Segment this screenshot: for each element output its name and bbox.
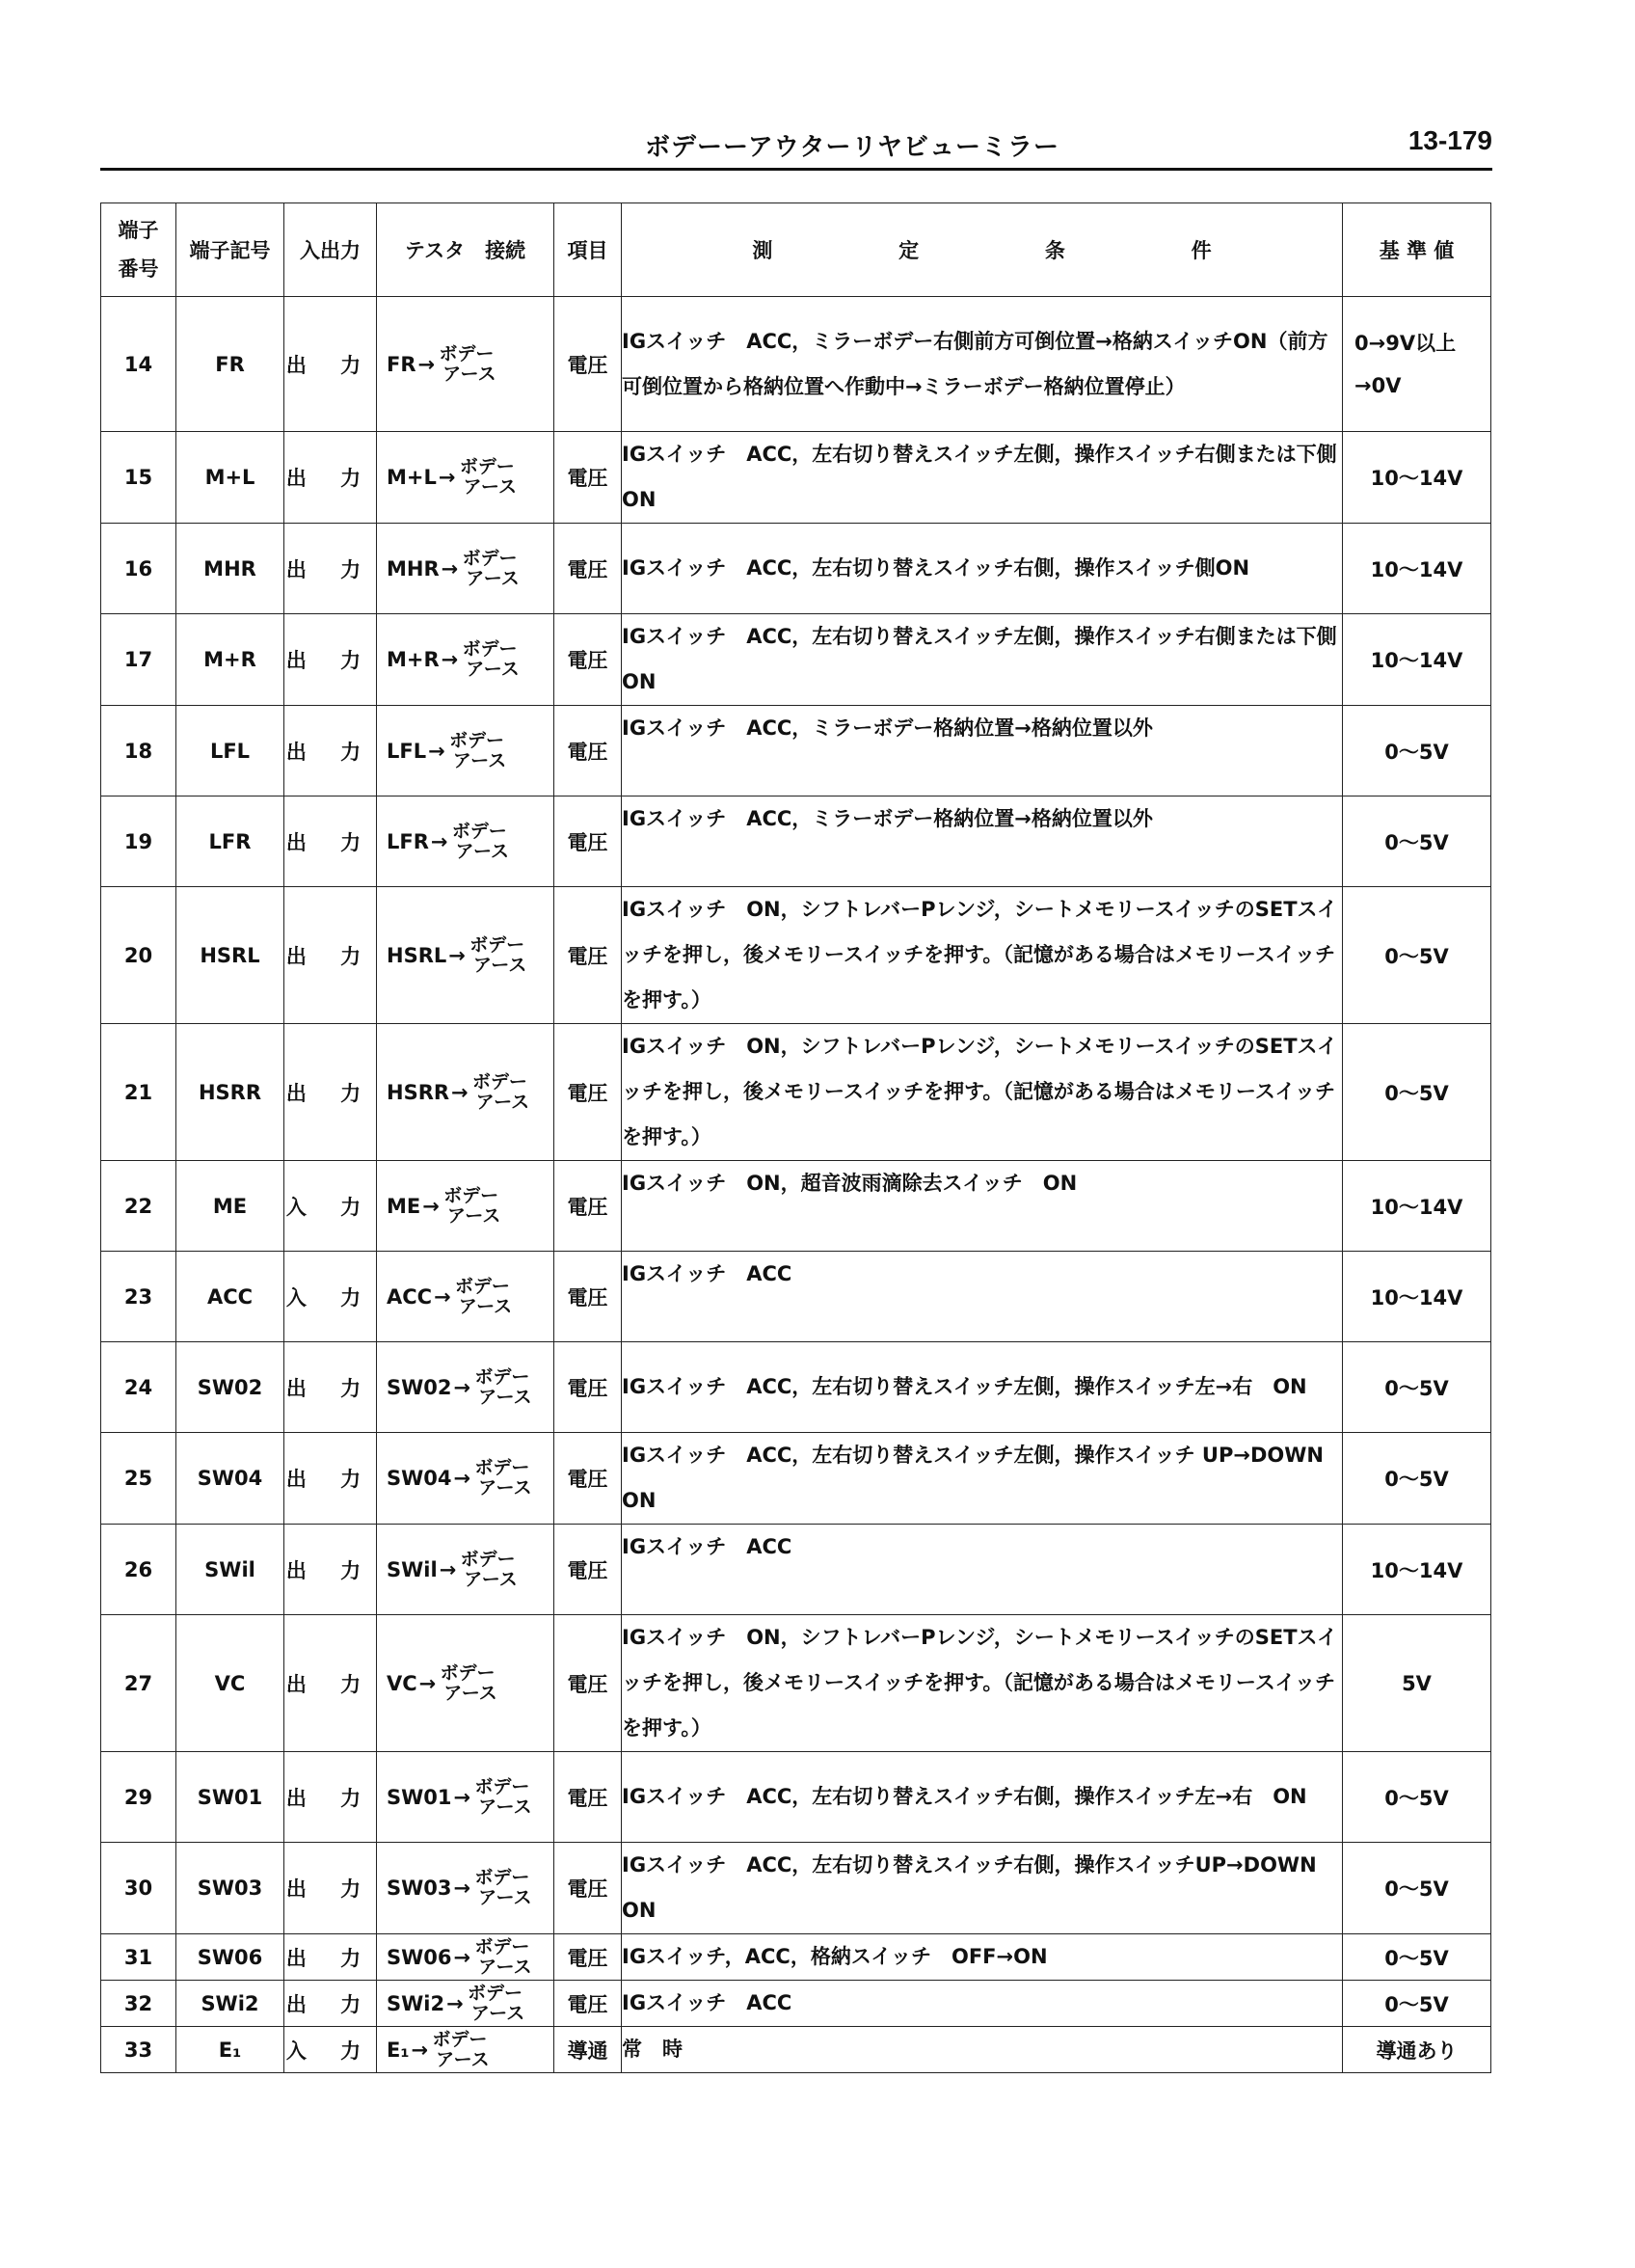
tester-connection-group [377, 935, 553, 976]
ground-target [472, 1367, 531, 1408]
table-row [101, 796, 1491, 887]
tester-connection [377, 1252, 554, 1342]
ground-target-upper: ボデー [451, 820, 507, 842]
standard-value: 10〜14V [1343, 1252, 1491, 1342]
terminal-symbol: SWi2 [176, 1981, 284, 2027]
table-row [101, 1024, 1491, 1161]
tester-connection [377, 1981, 554, 2027]
arrow-right-icon: → [417, 352, 436, 376]
tester-connection-group [377, 822, 553, 862]
measure-condition: IGスイッチ ACC，左右切り替えスイッチ右側，操作スイッチ側ON [622, 524, 1343, 614]
io-direction: 出 力 [284, 796, 377, 887]
measure-item: 電圧 [554, 1525, 622, 1615]
terminal-number: 30 [101, 1843, 176, 1934]
terminal-symbol: M+R [176, 614, 284, 706]
measure-item: 電圧 [554, 297, 622, 432]
ground-target-upper: ボデー [471, 1070, 527, 1093]
tester-terminal: SW02 [387, 1375, 452, 1399]
tester-connection-group [377, 457, 553, 498]
measure-item: 電圧 [554, 1934, 622, 1981]
standard-value: 0〜5V [1343, 1433, 1491, 1525]
standard-value: 10〜14V [1343, 524, 1491, 614]
ground-target-upper: ボデー [448, 729, 504, 751]
header-condition-char: 件 [1191, 239, 1212, 262]
ground-target-lower: アース [458, 1295, 513, 1317]
ground-target [450, 822, 509, 862]
ground-target-lower: アース [478, 1956, 532, 1978]
tester-connection [377, 1843, 554, 1934]
page-number: 13-179 [1407, 125, 1492, 155]
ground-target-upper: ボデー [462, 547, 518, 569]
arrow-right-icon: → [441, 648, 459, 671]
tester-connection-group [377, 344, 553, 385]
ground-target-lower: アース [442, 363, 496, 385]
ground-target-upper: ボデー [459, 456, 515, 477]
tester-connection [377, 1342, 554, 1433]
measure-condition: IGスイッチ ON，超音波雨滴除去スイッチ ON [622, 1161, 1343, 1252]
table-body [101, 297, 1491, 2073]
tester-terminal: HSRL [387, 943, 447, 967]
terminal-symbol: HSRR [176, 1024, 284, 1161]
page-header [100, 114, 1492, 170]
io-direction: 出 力 [284, 297, 377, 432]
measure-condition: IGスイッチ ACC [622, 1252, 1343, 1342]
ground-target-upper: ボデー [432, 2028, 488, 2050]
tester-connection-group [377, 1277, 553, 1317]
standard-value: 0〜5V [1343, 706, 1491, 796]
terminal-symbol: ACC [176, 1252, 284, 1342]
table-header [101, 203, 1491, 297]
io-direction: 出 力 [284, 524, 377, 614]
ground-target-lower: アース [475, 1091, 530, 1113]
terminal-symbol: VC [176, 1615, 284, 1752]
ground-target-upper: ボデー [462, 638, 518, 660]
terminal-number: 19 [101, 796, 176, 887]
table-row [101, 432, 1491, 524]
terminal-number: 25 [101, 1433, 176, 1525]
tester-connection-group [377, 1777, 553, 1818]
measure-item: 電圧 [554, 1433, 622, 1525]
table-row [101, 1433, 1491, 1525]
tester-connection-group [377, 1458, 553, 1498]
table-row [101, 1342, 1491, 1433]
ground-target-lower: アース [452, 749, 507, 771]
terminal-symbol: LFL [176, 706, 284, 796]
arrow-right-icon: → [453, 1785, 471, 1809]
ground-target [430, 2030, 489, 2070]
table-row [101, 1615, 1491, 1752]
table-row [101, 2027, 1491, 2073]
terminal-number: 26 [101, 1525, 176, 1615]
standard-value: 導通あり [1343, 2027, 1491, 2073]
measure-condition: IGスイッチ ACC，左右切り替えスイッチ右側，操作スイッチ左→右 ON [622, 1752, 1343, 1843]
standard-value: 0〜5V [1343, 1981, 1491, 2027]
tester-terminal: HSRR [387, 1080, 450, 1104]
tester-connection [377, 1934, 554, 1981]
tester-terminal: SW04 [387, 1467, 452, 1490]
ground-target-lower: アース [466, 659, 520, 680]
standard-value: 0〜5V [1343, 887, 1491, 1024]
arrow-right-icon: → [446, 1991, 464, 2015]
tester-terminal: LFR [387, 829, 429, 853]
header-condition-char: 測 [752, 239, 773, 262]
measure-item: 電圧 [554, 1342, 622, 1433]
tester-connection [377, 614, 554, 706]
measure-item: 電圧 [554, 887, 622, 1024]
tester-connection-group [377, 1367, 553, 1408]
terminal-symbol: MHR [176, 524, 284, 614]
measure-item: 電圧 [554, 706, 622, 796]
arrow-right-icon: → [438, 466, 456, 489]
tester-connection-group [377, 1868, 553, 1908]
ground-target-lower: アース [478, 1796, 532, 1818]
arrow-right-icon: → [430, 829, 448, 853]
measure-condition: IGスイッチ ACC，ミラーボデー格納位置→格納位置以外 [622, 796, 1343, 887]
ground-target [466, 1984, 524, 2024]
ground-target-lower: アース [463, 476, 517, 498]
measure-item: 電圧 [554, 1752, 622, 1843]
table-row [101, 1525, 1491, 1615]
tester-terminal: M+L [387, 466, 437, 489]
ground-target-upper: ボデー [439, 342, 495, 364]
measure-condition: IGスイッチ ACC，左右切り替えスイッチ左側，操作スイッチ左→右 ON [622, 1342, 1343, 1433]
arrow-right-icon: → [441, 556, 459, 580]
tester-terminal: VC [387, 1671, 417, 1695]
measure-condition: IGスイッチ ACC，ミラーボデー格納位置→格納位置以外 [622, 706, 1343, 796]
tester-terminal: ME [387, 1194, 421, 1218]
ground-target-lower: アース [470, 2002, 525, 2024]
measure-condition: IGスイッチ ON，シフトレバーPレンジ，シートメモリースイッチのSETスイッチを押し，後メモリースイッチを押す。（記憶がある場合はメモリースイッチを押す。） [622, 887, 1343, 1024]
io-direction: 入 力 [284, 2027, 377, 2073]
standard-value: 0〜5V [1343, 1843, 1491, 1934]
ground-target [453, 1277, 512, 1317]
arrow-right-icon: → [434, 1284, 451, 1309]
io-direction: 出 力 [284, 1615, 377, 1752]
terminal-symbol: FR [176, 297, 284, 432]
terminal-number: 29 [101, 1752, 176, 1843]
measure-item: 電圧 [554, 1843, 622, 1934]
tester-connection [377, 1752, 554, 1843]
tester-connection [377, 1433, 554, 1525]
standard-value: 0〜5V [1343, 1342, 1491, 1433]
terminal-number: 18 [101, 706, 176, 796]
tester-connection [377, 1615, 554, 1752]
io-direction: 出 力 [284, 1934, 377, 1981]
ground-target [458, 1550, 517, 1590]
measure-condition: IGスイッチ ACC，左右切り替えスイッチ左側，操作スイッチ右側または下側 ON [622, 614, 1343, 706]
ground-target [472, 1777, 531, 1818]
ground-target [472, 1458, 531, 1498]
table-row [101, 1252, 1491, 1342]
header-terminal-symbol: 端子記号 [176, 203, 284, 297]
standard-value: 0〜5V [1343, 1752, 1491, 1843]
tester-connection [377, 1525, 554, 1615]
io-direction: 出 力 [284, 1433, 377, 1525]
terminal-number: 15 [101, 432, 176, 524]
ground-target-lower: アース [443, 1682, 497, 1704]
terminal-number: 27 [101, 1615, 176, 1752]
tester-connection-group [377, 1663, 553, 1704]
tester-connection-group [377, 1937, 553, 1978]
measure-condition: IGスイッチ ACC，ミラーボデー右側前方可倒位置→格納スイッチON（前方可倒位置から格納位置へ作動中→ミラーボデー格納位置停止） [622, 297, 1343, 432]
tester-connection [377, 706, 554, 796]
terminal-number: 16 [101, 524, 176, 614]
ground-target-upper: ボデー [474, 1365, 530, 1388]
standard-value: 10〜14V [1343, 1161, 1491, 1252]
header-terminal-no [101, 203, 176, 297]
ground-target [437, 344, 496, 385]
io-direction: 入 力 [284, 1161, 377, 1252]
measure-condition: IGスイッチ ACC [622, 1981, 1343, 2027]
io-direction: 出 力 [284, 706, 377, 796]
table-row [101, 1981, 1491, 2027]
ground-target-lower: アース [478, 1386, 532, 1408]
io-direction: 出 力 [284, 1981, 377, 2027]
ground-target-lower: アース [455, 840, 509, 862]
tester-terminal: M+R [387, 648, 440, 671]
measure-condition: IGスイッチ ACC，左右切り替えスイッチ右側，操作スイッチUP→DOWN ON [622, 1843, 1343, 1934]
measure-item: 電圧 [554, 1024, 622, 1161]
ground-target-upper: ボデー [474, 1775, 530, 1797]
measure-condition: IGスイッチ ON，シフトレバーPレンジ，シートメモリースイッチのSETスイッチを押し，後メモリースイッチを押す。（記憶がある場合はメモリースイッチを押す。） [622, 1615, 1343, 1752]
ground-target [457, 457, 516, 498]
terminal-symbol: SW06 [176, 1934, 284, 1981]
ground-target-lower: アース [472, 954, 527, 976]
arrow-right-icon: → [439, 1557, 457, 1581]
ground-target [472, 1937, 531, 1978]
section-title: ボデーーアウターリヤビューミラー [645, 133, 1059, 162]
tester-terminal: SWil [387, 1557, 438, 1581]
terminal-symbol: ME [176, 1161, 284, 1252]
table-row [101, 706, 1491, 796]
arrow-right-icon: → [428, 739, 445, 763]
measure-item: 電圧 [554, 1981, 622, 2027]
tester-terminal: SW01 [387, 1785, 452, 1809]
terminal-symbol: SW04 [176, 1433, 284, 1525]
measure-item: 電圧 [554, 524, 622, 614]
ground-target-lower: アース [446, 1204, 501, 1227]
io-direction: 出 力 [284, 1342, 377, 1433]
tester-connection [377, 2027, 554, 2073]
table-row [101, 1843, 1491, 1934]
measure-condition: IGスイッチ ACC，左右切り替えスイッチ左側，操作スイッチ右側または下側 ON [622, 432, 1343, 524]
ground-target [468, 935, 526, 976]
header-rule [100, 168, 1492, 171]
table-row [101, 1752, 1491, 1843]
tester-connection-group [377, 1072, 553, 1113]
ground-target-upper: ボデー [454, 1275, 510, 1297]
terminal-number: 23 [101, 1252, 176, 1342]
ground-target-upper: ボデー [460, 1548, 516, 1570]
ground-target-lower: アース [466, 567, 520, 589]
tester-terminal: FR [387, 352, 416, 376]
io-direction: 出 力 [284, 614, 377, 706]
arrow-right-icon: → [422, 1194, 440, 1218]
terminal-number: 32 [101, 1981, 176, 2027]
tester-connection [377, 1024, 554, 1161]
tester-connection-group [377, 2030, 553, 2070]
io-direction: 出 力 [284, 1024, 377, 1161]
ground-target-upper: ボデー [469, 933, 525, 956]
measure-condition: IGスイッチ ACC [622, 1525, 1343, 1615]
measure-item: 電圧 [554, 614, 622, 706]
standard-value: 10〜14V [1343, 432, 1491, 524]
io-direction: 出 力 [284, 1525, 377, 1615]
ground-target-lower: アース [464, 1568, 518, 1590]
table-row [101, 297, 1491, 432]
table-row [101, 614, 1491, 706]
ground-target [460, 639, 519, 680]
io-direction: 入 力 [284, 1252, 377, 1342]
tester-connection-group [377, 1550, 553, 1590]
tester-terminal: MHR [387, 556, 440, 580]
terminal-number: 21 [101, 1024, 176, 1161]
terminal-number: 17 [101, 614, 176, 706]
ground-target-upper: ボデー [474, 1867, 530, 1888]
arrow-right-icon: → [453, 1467, 471, 1490]
table-row [101, 524, 1491, 614]
ground-target-lower: アース [436, 2048, 490, 2070]
arrow-right-icon: → [453, 1876, 471, 1900]
terminal-spec-table [100, 202, 1491, 2073]
standard-value: 10〜14V [1343, 1525, 1491, 1615]
tester-connection-group [377, 1186, 553, 1227]
terminal-number: 31 [101, 1934, 176, 1981]
standard-value: 0〜5V [1343, 1024, 1491, 1161]
header-terminal-no-line1: 端子 [118, 219, 159, 242]
header-standard: 基 準 値 [1343, 203, 1491, 297]
terminal-symbol: HSRL [176, 887, 284, 1024]
table-row [101, 1161, 1491, 1252]
tester-terminal: SWi2 [387, 1991, 445, 2015]
tester-terminal: SW06 [387, 1945, 452, 1969]
io-direction: 出 力 [284, 1752, 377, 1843]
standard-value: 10〜14V [1343, 614, 1491, 706]
tester-terminal: SW03 [387, 1876, 452, 1900]
measure-item: 電圧 [554, 1161, 622, 1252]
measure-condition: 常 時 [622, 2027, 1343, 2073]
arrow-right-icon: → [451, 1080, 469, 1104]
ground-target-upper: ボデー [440, 1661, 496, 1684]
tester-connection [377, 297, 554, 432]
measure-condition: IGスイッチ，ACC，格納スイッチ OFF→ON [622, 1934, 1343, 1981]
table-row [101, 887, 1491, 1024]
io-direction: 出 力 [284, 432, 377, 524]
tester-connection-group [377, 639, 553, 680]
standard-value: 0〜5V [1343, 796, 1491, 887]
tester-connection-group [377, 1984, 553, 2024]
standard-value: 5V [1343, 1615, 1491, 1752]
arrow-right-icon: → [448, 943, 466, 967]
tester-connection [377, 796, 554, 887]
ground-target [472, 1868, 531, 1908]
terminal-number: 20 [101, 887, 176, 1024]
tester-terminal: LFL [387, 739, 427, 763]
table-row [101, 1934, 1491, 1981]
ground-target [460, 549, 519, 589]
ground-target-upper: ボデー [474, 1457, 530, 1478]
header-condition-char: 条 [1044, 239, 1065, 262]
terminal-number: 24 [101, 1342, 176, 1433]
standard-value: 0→9V以上→0V [1343, 297, 1491, 432]
measure-item: 導通 [554, 2027, 622, 2073]
terminal-number: 22 [101, 1161, 176, 1252]
ground-target-lower: アース [478, 1477, 532, 1498]
header-condition-char: 定 [898, 239, 920, 262]
header-tester: テスタ 接続 [377, 203, 554, 297]
standard-value: 0〜5V [1343, 1934, 1491, 1981]
ground-target [470, 1072, 529, 1113]
ground-target [442, 1186, 500, 1227]
measure-item: 電圧 [554, 432, 622, 524]
tester-connection [377, 1161, 554, 1252]
ground-target-upper: ボデー [443, 1184, 499, 1206]
ground-target [447, 731, 506, 771]
tester-connection-group [377, 731, 553, 771]
terminal-symbol: SW02 [176, 1342, 284, 1433]
arrow-right-icon: → [453, 1945, 471, 1969]
header-io: 入出力 [284, 203, 377, 297]
ground-target-upper: ボデー [474, 1935, 530, 1958]
arrow-right-icon: → [453, 1375, 471, 1399]
terminal-symbol: SWil [176, 1525, 284, 1615]
terminal-number: 14 [101, 297, 176, 432]
terminal-symbol: LFR [176, 796, 284, 887]
terminal-symbol: SW03 [176, 1843, 284, 1934]
arrow-right-icon: → [418, 1671, 437, 1695]
header-terminal-no-line2: 番号 [118, 257, 159, 281]
io-direction: 出 力 [284, 1843, 377, 1934]
terminal-symbol: E₁ [176, 2027, 284, 2073]
ground-target-lower: アース [478, 1887, 532, 1908]
tester-connection-group [377, 549, 553, 589]
terminal-symbol: M+L [176, 432, 284, 524]
measure-condition: IGスイッチ ON，シフトレバーPレンジ，シートメモリースイッチのSETスイッチを押し，後メモリースイッチを押す。（記憶がある場合はメモリースイッチを押す。） [622, 1024, 1343, 1161]
io-direction: 出 力 [284, 887, 377, 1024]
terminal-symbol: SW01 [176, 1752, 284, 1843]
tester-connection [377, 524, 554, 614]
terminal-number: 33 [101, 2027, 176, 2073]
arrow-right-icon: → [411, 2038, 429, 2062]
tester-connection [377, 432, 554, 524]
ground-target-upper: ボデー [467, 1982, 523, 2004]
tester-terminal: E₁ [387, 2038, 410, 2062]
header-condition [622, 203, 1343, 297]
measure-item: 電圧 [554, 1252, 622, 1342]
tester-terminal: ACC [387, 1284, 433, 1309]
measure-item: 電圧 [554, 1615, 622, 1752]
header-item: 項目 [554, 203, 622, 297]
measure-item: 電圧 [554, 796, 622, 887]
tester-connection [377, 887, 554, 1024]
ground-target [438, 1663, 496, 1704]
measure-condition: IGスイッチ ACC，左右切り替えスイッチ左側，操作スイッチ UP→DOWN ON [622, 1433, 1343, 1525]
